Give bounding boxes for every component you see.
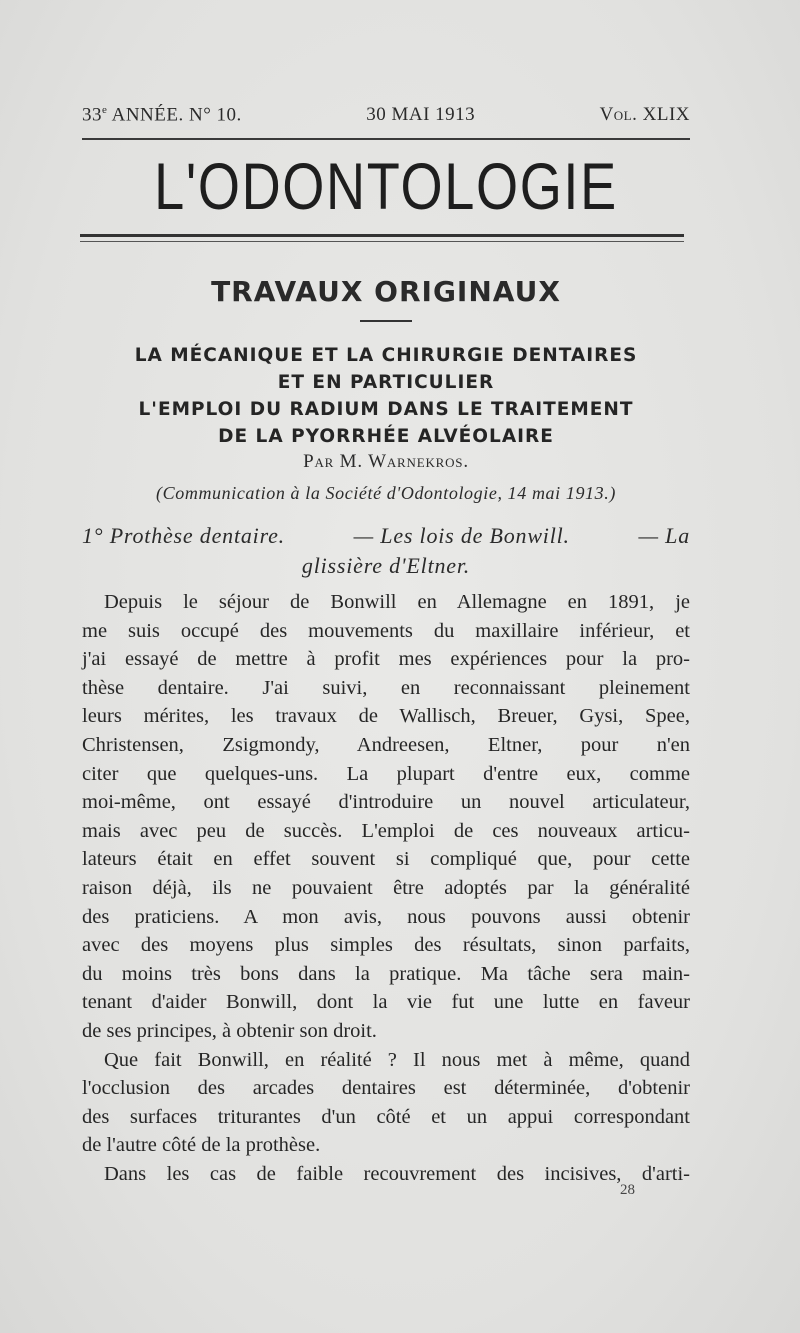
article-title-line: ET EN PARTICULIER [277, 372, 495, 393]
body-line: j'ai essayé de mettre à profit mes expériences pour la pro- [82, 648, 690, 671]
subsection-heading [82, 521, 690, 581]
body-line: tenant d'aider Bonwill, dont la vie fut une lutte en faveur [82, 991, 690, 1014]
body-line: Que fait Bonwill, en réalité ? Il nous met à même, quand [104, 1048, 690, 1071]
subsection-part: — La [638, 523, 690, 548]
issue-number: 33e ANNÉE. N° 10. [82, 104, 242, 126]
author-byline: Par M. Warnekros. [303, 451, 469, 472]
body-line: citer que quelques-uns. La plupart d'entre eux, comme [82, 762, 690, 785]
body-line: l'occlusion des arcades dentaires est déterminée, d'obtenir [82, 1077, 690, 1100]
journal-masthead: L'ODONTOLOGIE [154, 149, 618, 223]
body-line: du moins très bons dans la pratique. Ma tâche sera main- [82, 962, 690, 985]
subsection-part: glissière d'Eltner. [301, 553, 471, 578]
header-rule [82, 138, 690, 140]
body-line: Christensen, Zsigmondy, Andreesen, Eltner, pour n'en [82, 733, 690, 756]
body-line: avec des moyens plus simples des résultats, sinon parfaits, [82, 934, 690, 957]
body-line: Dans les cas de faible recouvrement des incisives, d'arti- [104, 1162, 690, 1185]
body-line: mais avec peu de succès. L'emploi de ces nouveaux articu- [82, 819, 690, 842]
article-title-line: LA MÉCANIQUE ET LA CHIRURGIE DENTAIRES [134, 345, 638, 366]
masthead-double-rule [80, 234, 684, 242]
body-line: de ses principes, à obtenir son droit. [82, 1019, 377, 1042]
body-line: Depuis le séjour de Bonwill en Allemagne en 1891, je [104, 591, 690, 613]
body-line: lateurs était en effet souvent si compliqué que, pour cette [82, 848, 690, 871]
article-title-line: L'EMPLOI DU RADIUM DANS LE TRAITEMENT [138, 399, 634, 420]
section-title: TRAVAUX ORIGINAUX [211, 275, 561, 308]
body-line: des praticiens. A mon avis, nous pouvons aussi obtenir [82, 905, 690, 928]
communication-note: (Communication à la Société d'Odontologie, 14 mai 1913.) [156, 483, 616, 503]
issue-date: 30 MAI 1913 [366, 104, 476, 125]
body-line: moi-même, ont essayé d'introduire un nouvel articulateur, [82, 791, 690, 814]
body-line: de l'autre côté de la prothèse. [82, 1134, 321, 1157]
body-line: des surfaces triturantes d'un côté et un appui correspondant [82, 1105, 690, 1128]
volume-number: Vol. XLIX [599, 104, 690, 125]
article-body [82, 588, 690, 1188]
subsection-part: — Les lois de Bonwill. [353, 523, 570, 548]
page-number: 28 [620, 1182, 635, 1198]
running-header [82, 104, 690, 126]
body-line: leurs mérites, les travaux de Wallisch, Breuer, Gysi, Spee, [82, 705, 690, 728]
body-line: me suis occupé des mouvements du maxillaire inférieur, et [82, 619, 690, 642]
subsection-part: 1° Prothèse dentaire. [82, 523, 285, 548]
body-line: raison déjà, ils ne pouvaient être adoptés par la généralité [82, 876, 690, 899]
article-title-line: DE LA PYORRHÉE ALVÉOLAIRE [218, 426, 554, 447]
section-divider [360, 320, 412, 322]
article-title [82, 342, 690, 450]
body-line: thèse dentaire. J'ai suivi, en reconnaissant pleinement [82, 676, 690, 699]
